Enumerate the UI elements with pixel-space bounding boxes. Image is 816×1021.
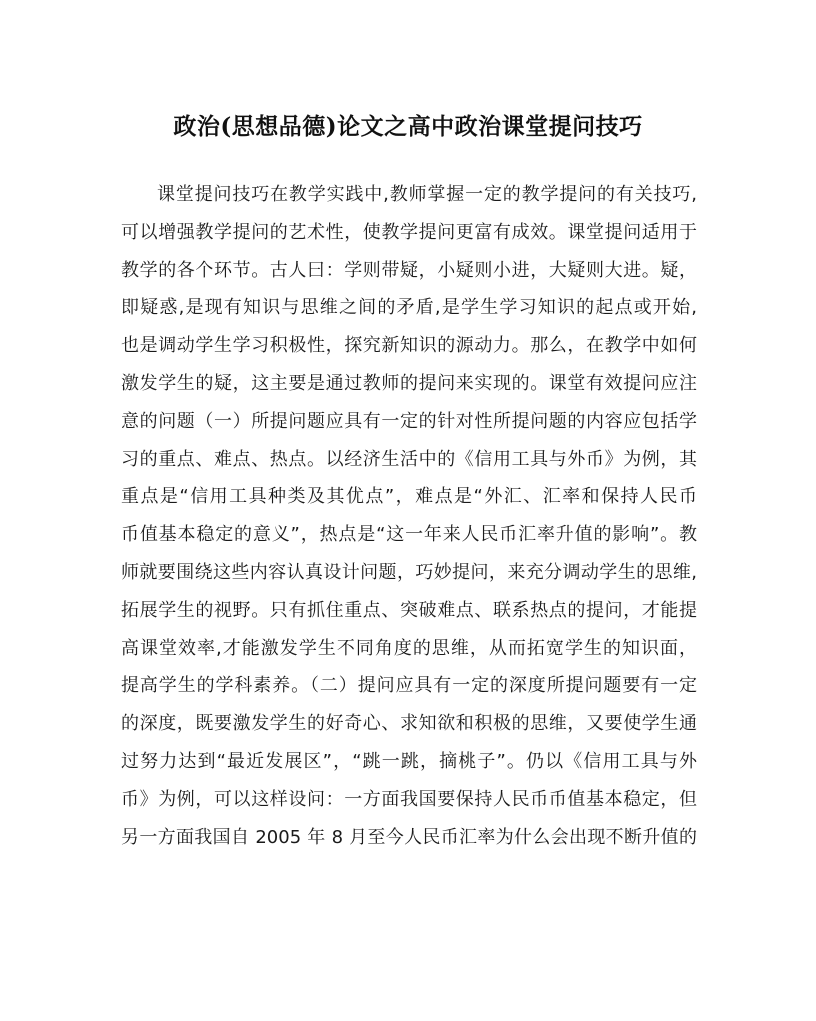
body-line: 提高学生的学科素养。（二）提问应具有一定的深度所提问题要有一定 (121, 675, 697, 697)
body-line: 币值基本稳定的意义”，热点是“这一年来人民币汇率升值的影响”。教 (121, 524, 697, 546)
body-line: 即疑惑,是现有知识与思维之间的矛盾,是学生学习知识的起点或开始, (121, 297, 697, 319)
body-line: 可以增强教学提问的艺术性，使教学提问更富有成效。课堂提问适用于 (121, 221, 697, 243)
body-line: 拓展学生的视野。只有抓住重点、突破难点、联系热点的提问，才能提 (121, 599, 697, 621)
document-body (121, 176, 697, 856)
body-line: 重点是“信用工具种类及其优点”，难点是“外汇、汇率和保持人民币 (121, 486, 697, 508)
body-line: 另一方面我国自 2005 年 8 月至今人民币汇率为什么会出现不断升值的 (121, 826, 697, 848)
body-line: 教学的各个环节。古人曰：学则带疑，小疑则小进，大疑则大进。疑， (121, 259, 697, 281)
body-line: 激发学生的疑，这主要是通过教师的提问来实现的。课堂有效提问应注 (121, 372, 697, 394)
body-line: 的深度，既要激发学生的好奇心、求知欲和积极的思维，又要使学生通 (121, 713, 697, 735)
body-line: 习的重点、难点、热点。以经济生活中的《信用工具与外币》为例，其 (121, 448, 697, 470)
body-line: 师就要围绕这些内容认真设计问题，巧妙提问，来充分调动学生的思维, (121, 561, 697, 583)
document-title: 政治(思想品德)论文之高中政治课堂提问技巧 (173, 113, 643, 140)
body-line: 意的问题（一）所提问题应具有一定的针对性所提问题的内容应包括学 (121, 410, 697, 432)
body-line: 过努力达到“最近发展区”，“跳一跳，摘桃子”。仍以《信用工具与外 (121, 750, 697, 772)
body-line: 高课堂效率,才能激发学生不同角度的思维，从而拓宽学生的知识面， (121, 637, 697, 659)
body-line: 币》为例，可以这样设问：一方面我国要保持人民币币值基本稳定，但 (121, 788, 697, 810)
body-line: 也是调动学生学习积极性，探究新知识的源动力。那么，在教学中如何 (121, 335, 697, 357)
body-line: 课堂提问技巧在教学实践中,教师掌握一定的教学提问的有关技巧, (157, 184, 697, 205)
